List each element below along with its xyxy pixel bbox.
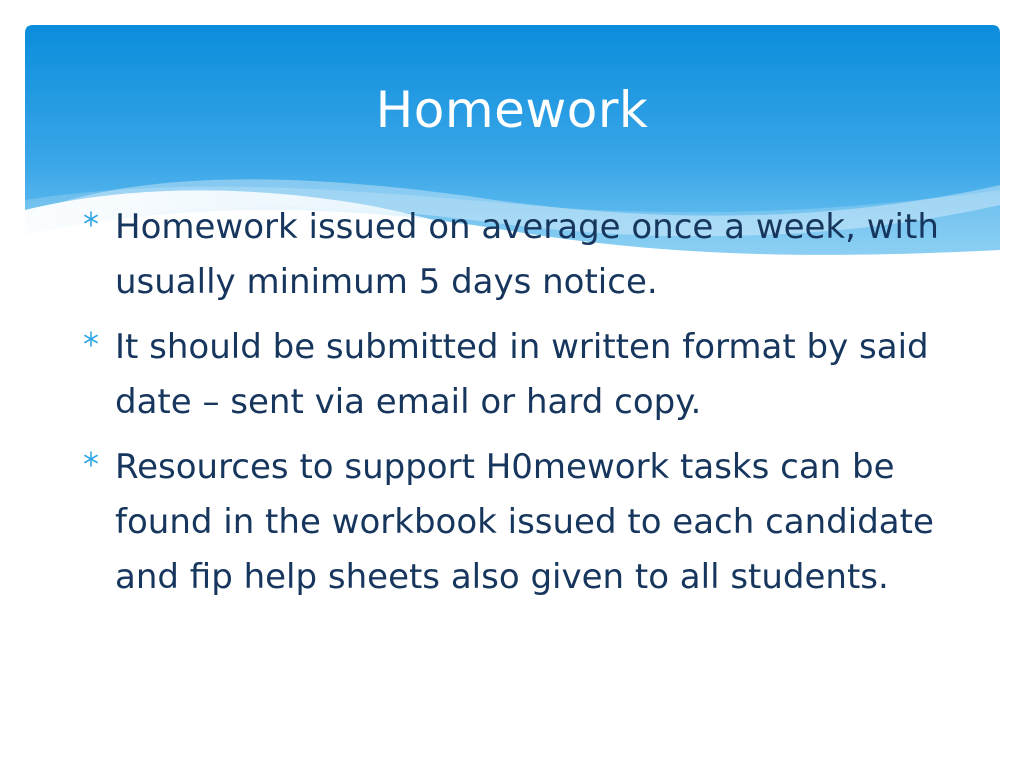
asterisk-bullet-icon — [80, 208, 102, 230]
asterisk-bullet-icon — [80, 448, 102, 470]
list-item — [80, 440, 980, 605]
bullet-text: Homework issued on average once a week, with usually minimum 5 days notice. — [115, 207, 939, 302]
list-item — [80, 320, 980, 430]
list-item — [80, 200, 980, 310]
bullet-text: Resources to support H0mework tasks can be found in the workbook issued to each candidate and fip help sheets also given to all students. — [115, 447, 934, 597]
bullet-text: It should be submitted in written format by said date – sent via email or hard copy. — [115, 327, 929, 422]
bullet-list — [80, 200, 980, 615]
slide-title: Homework — [375, 81, 649, 139]
asterisk-bullet-icon — [80, 328, 102, 350]
